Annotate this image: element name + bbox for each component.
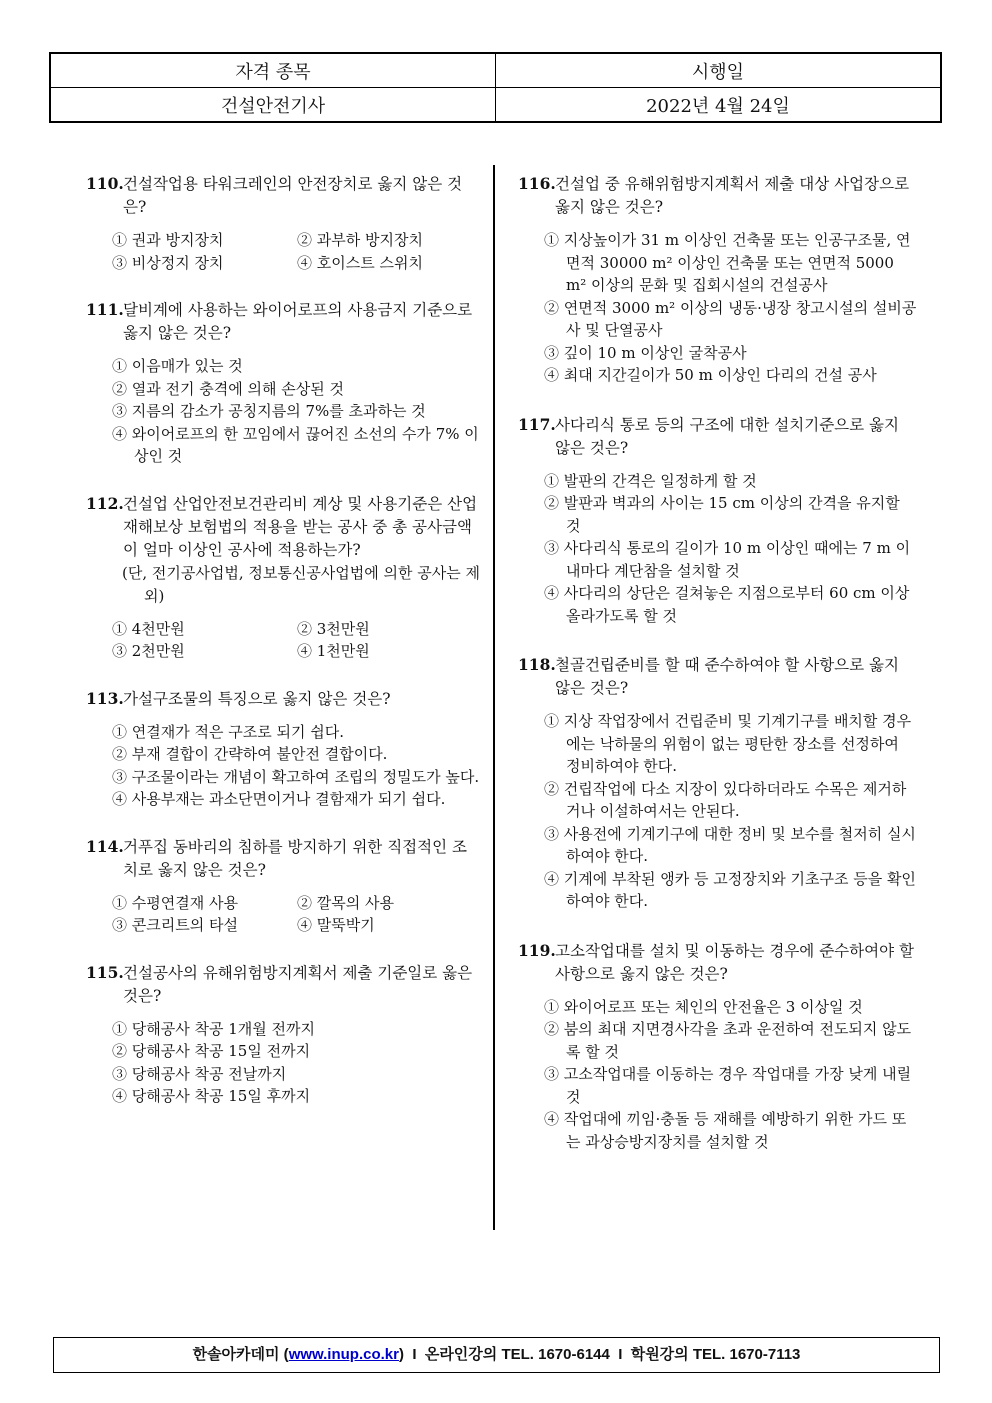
question-text: 사다리식 통로 등의 구조에 대한 설치기준으로 옳지 않은 것은?: [555, 415, 899, 457]
question-number: 113.: [86, 688, 124, 708]
option-3: ③ 당해공사 착공 전날까지: [112, 1064, 287, 1083]
question-number: 116.: [518, 174, 556, 193]
question-number: 117.: [518, 414, 556, 434]
option-2: ② 붐의 최대 지면경사각을 초과 운전하여 전도되지 않도록 할 것: [544, 1020, 912, 1061]
footer-separator: I: [403, 1346, 425, 1363]
option-1: ① 당해공사 착공 1개월 전까지: [112, 1019, 316, 1038]
exam-name: 건설안전기사: [50, 88, 496, 123]
option-2: ② 깔목의 사용: [297, 893, 394, 912]
footer-online-tel: 온라인강의 TEL. 1670-6144: [424, 1346, 610, 1363]
option-1: ① 지상 작업장에서 건립준비 및 기계기구를 배치할 경우에는 낙하물의 위험이 없는 평탄한 장소를 선정하여 정비하여야 한다.: [544, 712, 912, 775]
question-text: 달비계에 사용하는 와이어로프의 사용금지 기준으로 옳지 않은 것은?: [123, 301, 473, 342]
question-118: [518, 653, 918, 913]
question-number: 111.: [86, 300, 124, 319]
left-column: [86, 172, 481, 1130]
question-text: 건설작업용 타워크레인의 안전장치로 옳지 않은 것은?: [123, 175, 463, 216]
column-divider: [493, 165, 495, 1230]
question-number: 114.: [86, 836, 124, 856]
option-2: ② 과부하 방지장치: [297, 231, 423, 249]
question-text: 건설업 중 유해위험방지계획서 제출 대상 사업장으로 옳지 않은 것은?: [555, 175, 910, 216]
question-number: 119.: [518, 940, 556, 960]
question-110: [86, 172, 481, 274]
question-number: 110.: [86, 174, 124, 193]
question-116: [518, 172, 918, 387]
option-3: ③ 구조물이라는 개념이 확고하여 조립의 정밀도가 높다.: [112, 767, 480, 786]
option-3: ③ 콘크리트의 타설: [112, 916, 238, 934]
option-2: ② 연면적 3000 m² 이상의 냉동·냉장 창고시설의 설비공사 및 단열공사: [544, 298, 917, 339]
footer-academy: 한솔아카데미 (: [192, 1346, 289, 1363]
header-col1-label: 자격 종목: [50, 53, 496, 88]
question-number: 112.: [86, 493, 124, 513]
option-3: ③ 비상정지 장치: [112, 253, 224, 272]
question-119: [518, 939, 918, 1154]
footer: [53, 1337, 940, 1373]
option-1: ① 4천만원: [112, 619, 185, 638]
option-1: ① 와이어로프 또는 체인의 안전율은 3 이상일 것: [544, 997, 863, 1016]
option-4: ④ 와이어로프의 한 꼬임에서 끊어진 소선의 수가 7% 이상인 것: [112, 424, 479, 465]
option-4: ④ 사다리의 상단은 걸쳐놓은 지점으로부터 60 cm 이상 올라가도록 할 것: [544, 584, 910, 625]
question-text: 거푸집 동바리의 침하를 방지하기 위한 직접적인 조치로 옳지 않은 것은?: [123, 837, 467, 879]
question-number: 115.: [86, 962, 124, 982]
footer-url-link[interactable]: www.inup.co.kr: [288, 1346, 399, 1363]
option-4: ④ 사용부재는 과소단면이거나 결함재가 되기 쉽다.: [112, 790, 446, 808]
option-2: ② 열과 전기 충격에 의해 손상된 것: [112, 379, 344, 398]
question-114: [86, 835, 481, 937]
option-4: ④ 말뚝박기: [297, 916, 375, 934]
option-1: ① 연결재가 적은 구조로 되기 쉽다.: [112, 722, 344, 741]
option-4: ④ 최대 지간길이가 50 m 이상인 다리의 건설 공사: [544, 366, 877, 384]
question-text: 건설업 산업안전보건관리비 계상 및 사용기준은 산업재해보상 보험법의 적용을 받는 공사 중 총 공사금액이 얼마 이상인 공사에 적용하는가?: [123, 494, 478, 559]
right-column: [518, 172, 918, 1175]
option-3: ③ 지름의 감소가 공칭지름의 7%를 초과하는 것: [112, 402, 426, 420]
option-4: ④ 호이스트 스위치: [297, 253, 423, 272]
option-3: ③ 고소작업대를 이동하는 경우 작업대를 가장 낮게 내릴 것: [544, 1065, 912, 1106]
option-2: ② 발판과 벽과의 사이는 15 cm 이상의 간격을 유지할 것: [544, 494, 900, 535]
header-table: [49, 52, 942, 123]
question-number: 118.: [518, 655, 556, 674]
option-3: ③ 2천만원: [112, 642, 185, 660]
option-2: ② 부재 결합이 간략하여 불안전 결합이다.: [112, 745, 388, 763]
option-1: ① 수평연결재 사용: [112, 893, 238, 912]
option-3: ③ 사다리식 통로의 길이가 10 m 이상인 때에는 7 m 이내마다 계단참을 설치할 것: [544, 539, 911, 580]
question-111: [86, 298, 481, 468]
option-1: ① 지상높이가 31 m 이상인 건축물 또는 인공구조물, 연면적 30000 m² 이상인 건축물 또는 연면적 5000 m² 이상의 문화 및 집회시설의 건설공사: [544, 231, 911, 294]
question-text: 고소작업대를 설치 및 이동하는 경우에 준수하여야 할 사항으로 옳지 않은 것은?: [555, 941, 914, 983]
exam-date: 2022년 4월 24일: [496, 88, 942, 123]
footer-separator: I: [609, 1346, 631, 1363]
header-col2-label: 시행일: [496, 53, 942, 88]
question-text: 건설공사의 유해위험방지계획서 제출 기준일로 옳은 것은?: [123, 963, 473, 1005]
question-112: [86, 492, 481, 663]
question-115: [86, 961, 481, 1108]
option-3: ③ 사용전에 기계기구에 대한 정비 및 보수를 철저히 실시하여야 한다.: [544, 824, 916, 865]
option-4: ④ 작업대에 끼임·충돌 등 재해를 예방하기 위한 가드 또는 과상승방지장치를 설치할 것: [544, 1110, 907, 1151]
option-4: ④ 당해공사 착공 15일 후까지: [112, 1087, 311, 1105]
option-4: ④ 기계에 부착된 앵카 등 고정장치와 기초구조 등을 확인하여야 한다.: [544, 869, 916, 910]
question-113: [86, 687, 481, 811]
question-117: [518, 413, 918, 628]
option-2: ② 3천만원: [297, 619, 370, 638]
option-2: ② 건립작업에 다소 지장이 있다하더라도 수목은 제거하거나 이설하여서는 안된다.: [544, 779, 907, 820]
question-text: 가설구조물의 특징으로 옳지 않은 것은?: [123, 689, 391, 708]
option-3: ③ 깊이 10 m 이상인 굴착공사: [544, 343, 747, 362]
option-1: ① 이음매가 있는 것: [112, 357, 243, 375]
option-2: ② 당해공사 착공 15일 전까지: [112, 1042, 311, 1060]
question-text: 철골건립준비를 할 때 준수하여야 할 사항으로 옳지 않은 것은?: [555, 656, 899, 697]
option-1: ① 권과 방지장치: [112, 231, 224, 249]
question-note: (단, 전기공사업법, 정보통신공사업법에 의한 공사는 제외): [122, 563, 481, 605]
option-4: ④ 1천만원: [297, 642, 370, 660]
footer-close-paren: ): [398, 1346, 404, 1363]
footer-offline-tel: 학원강의 TEL. 1670-7113: [630, 1346, 801, 1363]
option-1: ① 발판의 간격은 일정하게 할 것: [544, 471, 757, 490]
